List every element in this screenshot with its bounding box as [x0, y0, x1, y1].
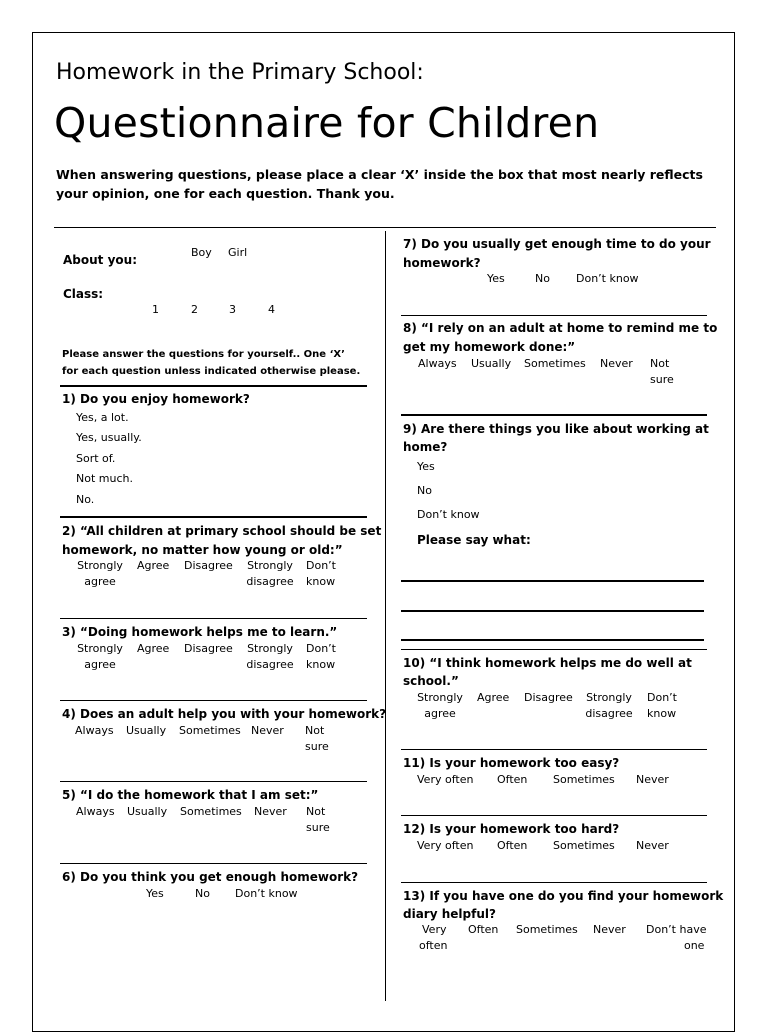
instruction-line-1: Please answer the questions for yourself.. One ‘X’	[62, 349, 345, 360]
q6-option-no[interactable]: No	[195, 887, 210, 900]
section-divider	[60, 385, 367, 387]
instruction-line-2: for each question unless indicated otherwise please.	[62, 366, 361, 377]
question-1: 1) Do you enjoy homework?	[62, 392, 250, 406]
q9-answer-line-1[interactable]	[401, 580, 704, 582]
intro-text: When answering questions, please place a clear ‘X’ inside the box that most nearly reflects your opinion, one for each question. Thank you.	[56, 167, 703, 201]
q3-option-strongly-agree[interactable]: Strongly agree	[77, 642, 123, 671]
q8-option-sometimes[interactable]: Sometimes	[524, 357, 586, 370]
q8-option-not-sure[interactable]: Not sure	[650, 357, 674, 386]
question-2-line-2: homework, no matter how young or old:”	[62, 543, 343, 557]
q1-option-yes-a-lot[interactable]: Yes, a lot.	[76, 411, 129, 424]
boy-option[interactable]: Boy	[191, 246, 212, 259]
question-13-line-1: 13) If you have one do you find your homework	[403, 889, 724, 903]
q3-option-dont-know[interactable]: Don’t know	[306, 642, 336, 671]
q7-option-yes[interactable]: Yes	[487, 272, 505, 285]
q13-option-very-often[interactable]: Very often	[419, 923, 448, 952]
question-7-line-2: homework?	[403, 256, 481, 270]
question-3: 3) “Doing homework helps me to learn.”	[62, 625, 338, 639]
q4-option-never[interactable]: Never	[251, 724, 284, 737]
q2-option-strongly-agree[interactable]: Strongly agree	[77, 559, 123, 588]
q10-option-agree[interactable]: Agree	[477, 691, 510, 704]
question-4: 4) Does an adult help you with your homework?	[62, 707, 387, 721]
section-divider	[401, 315, 707, 316]
q13-option-dont-have-one[interactable]: Don’t have one	[646, 923, 707, 952]
q1-option-not-much[interactable]: Not much.	[76, 472, 133, 485]
subtitle: Homework in the Primary School:	[56, 60, 424, 85]
section-divider	[401, 882, 707, 883]
q11-option-never[interactable]: Never	[636, 773, 669, 786]
question-7-line-1: 7) Do you usually get enough time to do your	[403, 237, 711, 251]
q4-option-not-sure[interactable]: Not sure	[305, 724, 329, 753]
q5-option-not-sure[interactable]: Not sure	[306, 805, 330, 834]
section-divider	[60, 863, 367, 864]
q4-option-sometimes[interactable]: Sometimes	[179, 724, 241, 737]
question-6: 6) Do you think you get enough homework?	[62, 870, 359, 884]
q10-option-dont-know[interactable]: Don’t know	[647, 691, 677, 720]
q4-option-always[interactable]: Always	[75, 724, 114, 737]
q13-option-often[interactable]: Often	[468, 923, 499, 936]
class-option-1[interactable]: 1	[152, 303, 159, 316]
q3-option-agree[interactable]: Agree	[137, 642, 170, 655]
question-5: 5) “I do the homework that I am set:”	[62, 788, 319, 802]
q9-option-dont-know[interactable]: Don’t know	[417, 508, 480, 521]
section-divider	[60, 618, 367, 619]
q6-option-dont-know[interactable]: Don’t know	[235, 887, 298, 900]
question-10-line-2: school.”	[403, 674, 459, 688]
q2-option-dont-know[interactable]: Don’t know	[306, 559, 336, 588]
q9-say-what-label: Please say what:	[417, 533, 531, 547]
q11-option-often[interactable]: Often	[497, 773, 528, 786]
section-divider	[401, 749, 707, 750]
q9-answer-line-3[interactable]	[401, 639, 704, 641]
question-2-line-1: 2) “All children at primary school should be set	[62, 524, 382, 538]
header-divider	[54, 227, 716, 228]
question-9-line-1: 9) Are there things you like about working at	[403, 422, 709, 436]
about-label: About you:	[63, 253, 137, 267]
class-option-2[interactable]: 2	[191, 303, 198, 316]
q2-option-strongly-disagree[interactable]: Strongly disagree	[246, 559, 294, 588]
section-divider	[401, 649, 707, 650]
q1-option-yes-usually[interactable]: Yes, usually.	[76, 431, 142, 444]
q7-option-no[interactable]: No	[535, 272, 550, 285]
question-9-line-2: home?	[403, 440, 448, 454]
q2-option-agree[interactable]: Agree	[137, 559, 170, 572]
q8-option-usually[interactable]: Usually	[471, 357, 512, 370]
q5-option-never[interactable]: Never	[254, 805, 287, 818]
q5-option-sometimes[interactable]: Sometimes	[180, 805, 242, 818]
question-11: 11) Is your homework too easy?	[403, 756, 620, 770]
q8-option-always[interactable]: Always	[418, 357, 457, 370]
q12-option-often[interactable]: Often	[497, 839, 528, 852]
section-divider	[60, 781, 367, 782]
q6-option-yes[interactable]: Yes	[146, 887, 164, 900]
question-12: 12) Is your homework too hard?	[403, 822, 620, 836]
q8-option-never[interactable]: Never	[600, 357, 633, 370]
q13-option-sometimes[interactable]: Sometimes	[516, 923, 578, 936]
q13-option-never[interactable]: Never	[593, 923, 626, 936]
column-divider	[385, 231, 386, 1001]
q10-option-disagree[interactable]: Disagree	[524, 691, 573, 704]
q5-option-usually[interactable]: Usually	[127, 805, 168, 818]
page-title: Questionnaire for Children	[54, 99, 600, 147]
section-divider	[401, 815, 707, 816]
question-13-line-2: diary helpful?	[403, 907, 496, 921]
class-option-4[interactable]: 4	[268, 303, 275, 316]
question-8-line-1: 8) “I rely on an adult at home to remind me to	[403, 321, 718, 335]
q9-answer-line-2[interactable]	[401, 610, 704, 612]
q12-option-never[interactable]: Never	[636, 839, 669, 852]
q5-option-always[interactable]: Always	[76, 805, 115, 818]
q7-option-dont-know[interactable]: Don’t know	[576, 272, 639, 285]
q4-option-usually[interactable]: Usually	[126, 724, 167, 737]
q3-option-strongly-disagree[interactable]: Strongly disagree	[246, 642, 294, 671]
q11-option-very-often[interactable]: Very often	[417, 773, 474, 786]
section-divider	[60, 700, 367, 701]
q12-option-sometimes[interactable]: Sometimes	[553, 839, 615, 852]
q9-option-no[interactable]: No	[417, 484, 432, 497]
q3-option-disagree[interactable]: Disagree	[184, 642, 233, 655]
class-option-3[interactable]: 3	[229, 303, 236, 316]
q11-option-sometimes[interactable]: Sometimes	[553, 773, 615, 786]
question-8-line-2: get my homework done:”	[403, 340, 576, 354]
section-divider	[401, 414, 707, 416]
q10-option-strongly-agree[interactable]: Strongly agree	[417, 691, 463, 720]
q1-option-no[interactable]: No.	[76, 493, 95, 506]
section-divider	[60, 516, 367, 518]
q1-option-sort-of[interactable]: Sort of.	[76, 452, 116, 465]
q2-option-disagree[interactable]: Disagree	[184, 559, 233, 572]
q12-option-very-often[interactable]: Very often	[417, 839, 474, 852]
class-label: Class:	[63, 287, 104, 301]
q9-option-yes[interactable]: Yes	[417, 460, 435, 473]
question-10-line-1: 10) “I think homework helps me do well at	[403, 656, 692, 670]
girl-option[interactable]: Girl	[228, 246, 248, 259]
q10-option-strongly-disagree[interactable]: Strongly disagree	[585, 691, 633, 720]
